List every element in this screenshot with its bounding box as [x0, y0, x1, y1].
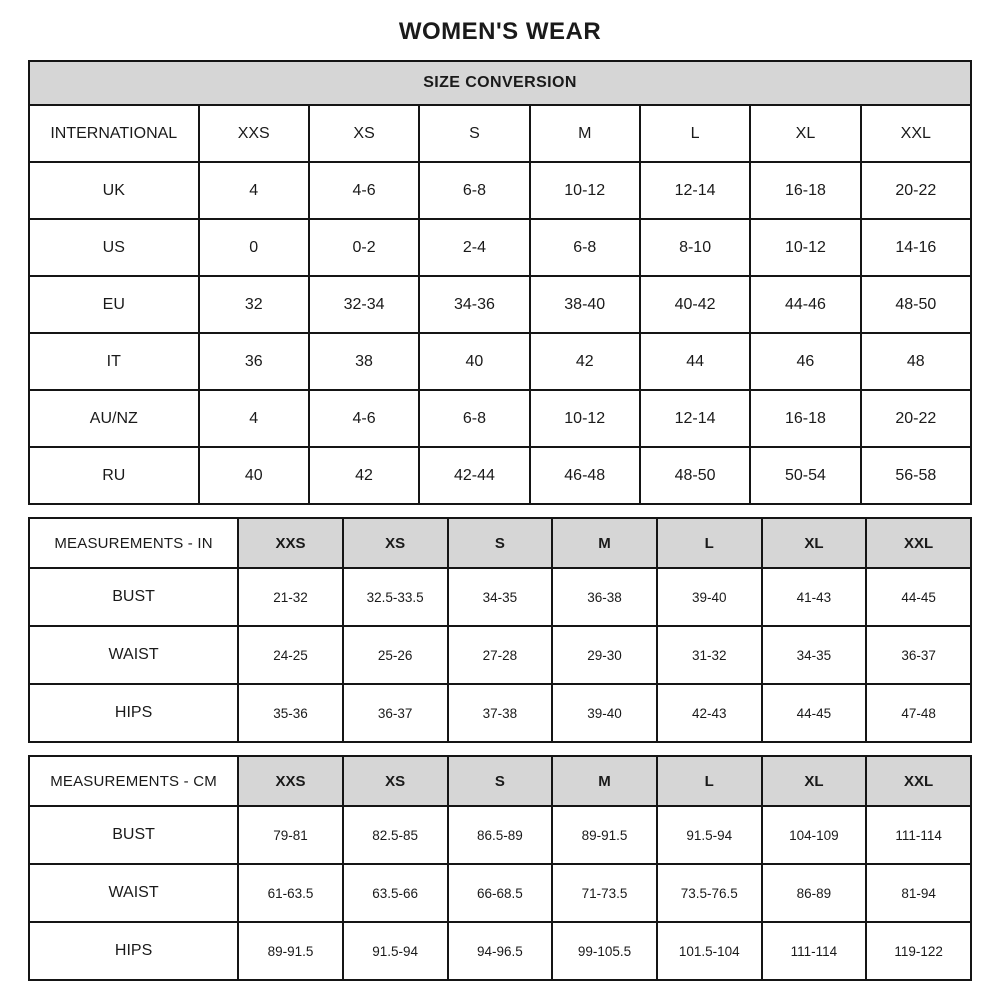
value-cell: 39-40 [552, 684, 657, 742]
value-cell: 89-91.5 [552, 806, 657, 864]
value-cell: 10-12 [530, 162, 640, 219]
value-cell: 4 [199, 162, 309, 219]
value-cell: 94-96.5 [448, 922, 553, 980]
value-cell: 38-40 [530, 276, 640, 333]
value-cell: 104-109 [762, 806, 867, 864]
row-label: IT [29, 333, 199, 390]
value-cell: 0-2 [309, 219, 419, 276]
value-cell: 27-28 [448, 626, 553, 684]
value-cell: 66-68.5 [448, 864, 553, 922]
value-cell: 40 [419, 333, 529, 390]
value-cell: 73.5-76.5 [657, 864, 762, 922]
measurements-cm-header-row [29, 756, 971, 806]
value-cell: 12-14 [640, 390, 750, 447]
value-cell: 41-43 [762, 568, 867, 626]
value-cell: 32.5-33.5 [343, 568, 448, 626]
table-row [29, 806, 971, 864]
table-row [29, 864, 971, 922]
size-header-cell: XXL [866, 756, 971, 806]
value-cell: 8-10 [640, 219, 750, 276]
value-cell: 111-114 [866, 806, 971, 864]
row-label: BUST [29, 568, 238, 626]
size-header-cell: S [448, 756, 553, 806]
value-cell: 4-6 [309, 390, 419, 447]
value-cell: L [640, 105, 750, 162]
value-cell: 50-54 [750, 447, 860, 504]
value-cell: 16-18 [750, 390, 860, 447]
value-cell: 24-25 [238, 626, 343, 684]
value-cell: 10-12 [530, 390, 640, 447]
value-cell: 40 [199, 447, 309, 504]
size-header-cell: XS [343, 518, 448, 568]
value-cell: 99-105.5 [552, 922, 657, 980]
row-label: HIPS [29, 922, 238, 980]
table-row [29, 276, 971, 333]
value-cell: 48 [861, 333, 971, 390]
row-label: WAIST [29, 864, 238, 922]
value-cell: 36-37 [866, 626, 971, 684]
value-cell: XS [309, 105, 419, 162]
row-label: WAIST [29, 626, 238, 684]
value-cell: XXS [199, 105, 309, 162]
table-row [29, 922, 971, 980]
value-cell: 38 [309, 333, 419, 390]
row-label: BUST [29, 806, 238, 864]
value-cell: 71-73.5 [552, 864, 657, 922]
value-cell: 44-45 [866, 568, 971, 626]
value-cell: 48-50 [861, 276, 971, 333]
row-label: UK [29, 162, 199, 219]
value-cell: 2-4 [419, 219, 529, 276]
measurements-in-title: MEASUREMENTS - IN [29, 518, 238, 568]
value-cell: 35-36 [238, 684, 343, 742]
value-cell: 40-42 [640, 276, 750, 333]
value-cell: 36-37 [343, 684, 448, 742]
value-cell: 14-16 [861, 219, 971, 276]
size-header-cell: M [552, 756, 657, 806]
value-cell: 42-43 [657, 684, 762, 742]
value-cell: 4 [199, 390, 309, 447]
value-cell: 111-114 [762, 922, 867, 980]
value-cell: XL [750, 105, 860, 162]
value-cell: 37-38 [448, 684, 553, 742]
value-cell: 119-122 [866, 922, 971, 980]
value-cell: 20-22 [861, 390, 971, 447]
value-cell: 44-45 [762, 684, 867, 742]
table-row [29, 333, 971, 390]
value-cell: XXL [861, 105, 971, 162]
value-cell: 42 [530, 333, 640, 390]
value-cell: 10-12 [750, 219, 860, 276]
measurements-cm-title: MEASUREMENTS - CM [29, 756, 238, 806]
value-cell: 82.5-85 [343, 806, 448, 864]
value-cell: 46 [750, 333, 860, 390]
value-cell: 42 [309, 447, 419, 504]
value-cell: 32 [199, 276, 309, 333]
value-cell: 91.5-94 [343, 922, 448, 980]
value-cell: 101.5-104 [657, 922, 762, 980]
value-cell: 36-38 [552, 568, 657, 626]
value-cell: 86.5-89 [448, 806, 553, 864]
value-cell: 56-58 [861, 447, 971, 504]
value-cell: 32-34 [309, 276, 419, 333]
value-cell: 81-94 [866, 864, 971, 922]
size-header-cell: XXS [238, 518, 343, 568]
table-row [29, 568, 971, 626]
value-cell: 6-8 [419, 390, 529, 447]
value-cell: 44 [640, 333, 750, 390]
page-title: WOMEN'S WEAR [398, 18, 602, 45]
size-header-cell: XL [762, 518, 867, 568]
value-cell: 31-32 [657, 626, 762, 684]
value-cell: 16-18 [750, 162, 860, 219]
value-cell: 34-35 [448, 568, 553, 626]
size-conversion-title: SIZE CONVERSION [29, 61, 971, 105]
size-header-cell: M [552, 518, 657, 568]
row-label: HIPS [29, 684, 238, 742]
value-cell: 12-14 [640, 162, 750, 219]
row-label: AU/NZ [29, 390, 199, 447]
value-cell: 0 [199, 219, 309, 276]
value-cell: M [530, 105, 640, 162]
value-cell: 34-35 [762, 626, 867, 684]
table-row [29, 626, 971, 684]
value-cell: 48-50 [640, 447, 750, 504]
value-cell: 61-63.5 [238, 864, 343, 922]
value-cell: 20-22 [861, 162, 971, 219]
row-label: EU [29, 276, 199, 333]
size-header-cell: S [448, 518, 553, 568]
value-cell: 39-40 [657, 568, 762, 626]
size-header-cell: XS [343, 756, 448, 806]
value-cell: 21-32 [238, 568, 343, 626]
row-label: INTERNATIONAL [29, 105, 199, 162]
size-header-cell: L [657, 518, 762, 568]
value-cell: 79-81 [238, 806, 343, 864]
value-cell: 34-36 [419, 276, 529, 333]
size-header-cell: XXS [238, 756, 343, 806]
row-label: US [29, 219, 199, 276]
measurements-cm-table [28, 755, 972, 981]
value-cell: 91.5-94 [657, 806, 762, 864]
size-header-cell: XXL [866, 518, 971, 568]
measurements-in-table [28, 517, 972, 743]
table-row [29, 390, 971, 447]
value-cell: 25-26 [343, 626, 448, 684]
measurements-in-header-row [29, 518, 971, 568]
value-cell: 44-46 [750, 276, 860, 333]
value-cell: 29-30 [552, 626, 657, 684]
value-cell: 86-89 [762, 864, 867, 922]
value-cell: 63.5-66 [343, 864, 448, 922]
value-cell: 42-44 [419, 447, 529, 504]
value-cell: 36 [199, 333, 309, 390]
value-cell: 6-8 [530, 219, 640, 276]
row-label: RU [29, 447, 199, 504]
value-cell: S [419, 105, 529, 162]
table-row [29, 447, 971, 504]
size-conversion-table [28, 60, 972, 505]
value-cell: 46-48 [530, 447, 640, 504]
value-cell: 6-8 [419, 162, 529, 219]
value-cell: 89-91.5 [238, 922, 343, 980]
size-header-cell: XL [762, 756, 867, 806]
size-header-cell: L [657, 756, 762, 806]
table-row [29, 162, 971, 219]
table-row [29, 684, 971, 742]
value-cell: 4-6 [309, 162, 419, 219]
table-row [29, 219, 971, 276]
value-cell: 47-48 [866, 684, 971, 742]
size-conversion-header-row [29, 61, 971, 105]
table-row [29, 105, 971, 162]
